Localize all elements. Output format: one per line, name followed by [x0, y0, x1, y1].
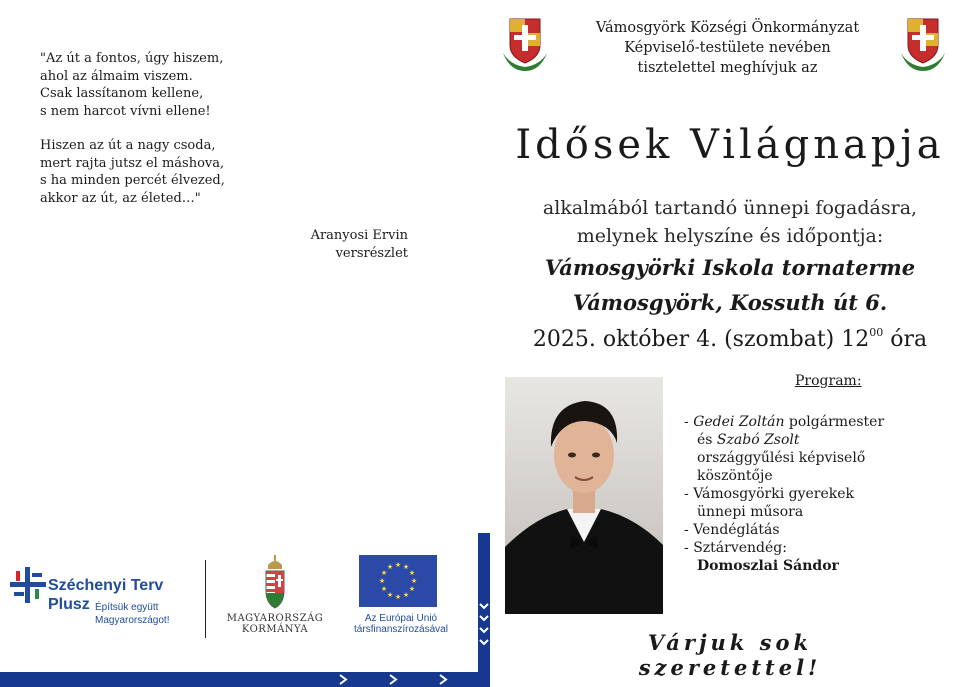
poem-stanza-1: "Az út a fontos, úgy hiszem, ahol az álmaim viszem. Csak lassítanom kellene, s nem harcot vívni ellene! [40, 51, 224, 119]
date-minutes: 00 [869, 326, 884, 339]
program-item-3-text: Vendéglátás [693, 522, 780, 538]
subtitle-line-1: alkalmából tartandó ünnepi fogadásra, [542, 197, 918, 219]
logo-divider [205, 560, 206, 638]
date-suffix: óra [883, 327, 928, 352]
header-line-3: tisztelettel meghívjuk az [637, 60, 818, 76]
star-guest-photo [505, 377, 663, 614]
and-word: és [697, 432, 717, 448]
program-item-4 [684, 539, 934, 557]
eu-logo [345, 555, 457, 645]
event-title: Idősek Világnapja [515, 122, 945, 168]
kormany-line1: MAGYARORSZÁG [226, 613, 324, 624]
mp-name: Szabó Zsolt [716, 432, 800, 448]
event-date [500, 326, 960, 352]
program-item-2-line2: ünnepi műsora [697, 504, 804, 520]
program-item-2-text: Vámosgyörki gyerekek [693, 486, 855, 502]
poem [40, 50, 420, 224]
header-line-1: Vámosgyörk Községi Önkormányzat [595, 20, 860, 36]
program-title: Program: [795, 373, 862, 389]
svg-text:★: ★ [408, 569, 416, 577]
closing-line: Várjuk sok szeretettel! [638, 630, 822, 680]
star-guest-name: Domoszlai Sándor [697, 558, 839, 574]
poem-stanza-2: Hiszen az út a nagy csoda, mert rajta jutsz el máshova, s ha minden percét élvezed, akkor az út, az életed…" [40, 138, 225, 206]
svg-text:★: ★ [394, 593, 402, 601]
eu-line2: társfinanszírozásával [354, 624, 448, 635]
program-item-1-line2 [684, 431, 934, 449]
header-line-2: Képviselő-testülete nevében [624, 40, 831, 56]
program-item-1 [684, 413, 934, 431]
program-item-1-line3: országgyűlési képviselő [697, 450, 866, 466]
svg-text:★: ★ [402, 591, 410, 599]
svg-text:★: ★ [408, 585, 416, 593]
list-dash: - [684, 540, 694, 556]
venue-address: Vámosgyörk, Kossuth út 6. [572, 290, 888, 315]
szechenyi-plusz: Plusz [48, 596, 90, 613]
svg-text:★: ★ [380, 569, 388, 577]
kormany-line2: KORMÁNYA [241, 624, 309, 635]
ribbon-chevrons-icon [478, 600, 490, 660]
list-dash: - [684, 522, 694, 538]
date-main: 2025. október 4. (szombat) 12 [532, 327, 870, 352]
szechenyi-terv-logo [8, 565, 188, 645]
subtitle-line-2: melynek helyszíne és időpontja: [576, 225, 884, 247]
singer-portrait-icon [505, 377, 663, 614]
hungarian-crest-icon [260, 555, 290, 610]
ribbon-arrows-icon [300, 672, 470, 687]
poem-source: versrészlet [335, 245, 408, 261]
svg-text:★: ★ [378, 577, 386, 585]
venue-name: Vámosgyörki Iskola tornaterme [544, 255, 916, 280]
program-item-3 [684, 521, 934, 539]
program-item-4-text: Sztárvendég: [693, 540, 787, 556]
invitation-header [555, 18, 900, 78]
svg-text:★: ★ [386, 563, 394, 571]
svg-text:★: ★ [386, 591, 394, 599]
szechenyi-slogan: Építsük együtt Magyarországot! [95, 602, 170, 626]
svg-text:★: ★ [402, 563, 410, 571]
svg-text:★: ★ [410, 577, 418, 585]
mayor-name: Gedei Zoltán [693, 414, 785, 430]
poem-attribution [240, 227, 408, 262]
program-item-2 [684, 485, 934, 503]
svg-text:★: ★ [394, 561, 402, 569]
eu-line1: Az Európai Unió [364, 613, 438, 624]
kormany-logo [215, 555, 335, 645]
mayor-role: polgármester [784, 414, 885, 430]
list-dash: - [684, 414, 694, 430]
program-item-1-line4: köszöntője [697, 468, 773, 484]
coat-of-arms-right-icon [898, 17, 948, 75]
eu-flag-icon [359, 555, 437, 607]
svg-text:★: ★ [380, 585, 388, 593]
coat-of-arms-left-icon [500, 17, 550, 75]
program-list [684, 413, 934, 575]
poem-author: Aranyosi Ervin [310, 228, 408, 243]
szechenyi-title: Széchenyi Terv [48, 577, 164, 594]
szechenyi-cross-icon [8, 565, 48, 605]
list-dash: - [684, 486, 694, 502]
